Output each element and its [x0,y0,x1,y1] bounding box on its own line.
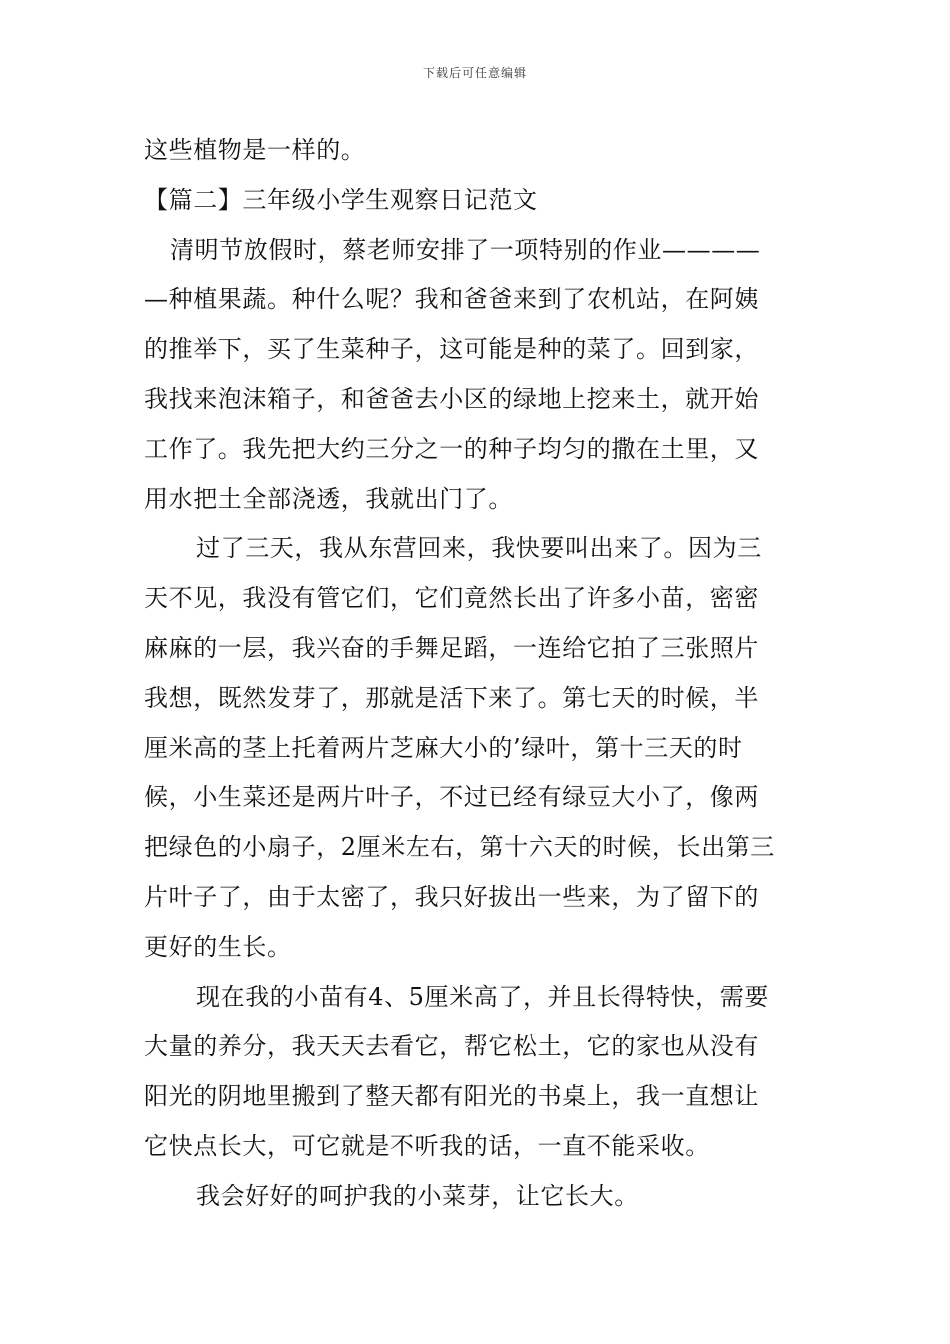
text-line: 我想，既然发芽了，那就是活下来了。第七天的时候，半 [144,683,759,712]
text-line: —种植果蔬。种什么呢？我和爸爸来到了农机站，在阿姨 [144,285,759,314]
text-line: 它快点长大，可它就是不听我的话，一直不能采收。 [144,1131,710,1160]
text-line: 更好的生长。 [144,932,292,961]
page-header: 下载后可任意编辑 [422,66,527,80]
text-line: 过了三天，我从东营回来，我快要叫出来了。因为三 [196,534,762,563]
text-line: 片叶子了，由于太密了，我只好拔出一些来，为了留下的 [144,882,759,911]
text-line: 候，小生菜还是两片叶子，不过已经有绿豆大小了，像两 [144,783,759,812]
text-line: 的推举下，买了生菜种子，这可能是种的菜了。回到家， [144,335,759,364]
text-line: 清明节放假时，蔡老师安排了一项特别的作业———— [170,235,761,264]
text-line: 厘米高的茎上托着两片芝麻大小的’绿叶，第十三天的时 [144,733,743,762]
text-line: 天不见，我没有管它们，它们竟然长出了许多小苗，密密 [144,584,759,613]
text-line: 阳光的阴地里搬到了整天都有阳光的书桌上，我一直想让 [144,1082,759,1111]
text-line: 大量的养分，我天天去看它，帮它松土，它的家也从没有 [144,1032,759,1061]
text-line: 用水把土全部浇透，我就出门了。 [144,484,513,513]
text-line: 我会好好的呵护我的小菜芽，让它长大。 [196,1181,639,1210]
section-title: 【篇二】三年级小学生观察日记范文 [144,185,538,214]
text-line: 现在我的小苗有4、5厘米高了，并且长得特快，需要 [196,982,769,1011]
document-body [144,126,808,1222]
text-line: 工作了。我先把大约三分之一的种子均匀的撒在土里，又 [144,434,759,463]
text-line: 我找来泡沫箱子，和爸爸去小区的绿地上挖来土，就开始 [144,384,759,413]
text-line: 麻麻的一层，我兴奋的手舞足蹈，一连给它拍了三张照片 [144,633,759,662]
text-line: 这些植物是一样的。 [144,136,366,164]
text-line: 把绿色的小扇子，2厘米左右，第十六天的时候，长出第三 [144,833,775,862]
